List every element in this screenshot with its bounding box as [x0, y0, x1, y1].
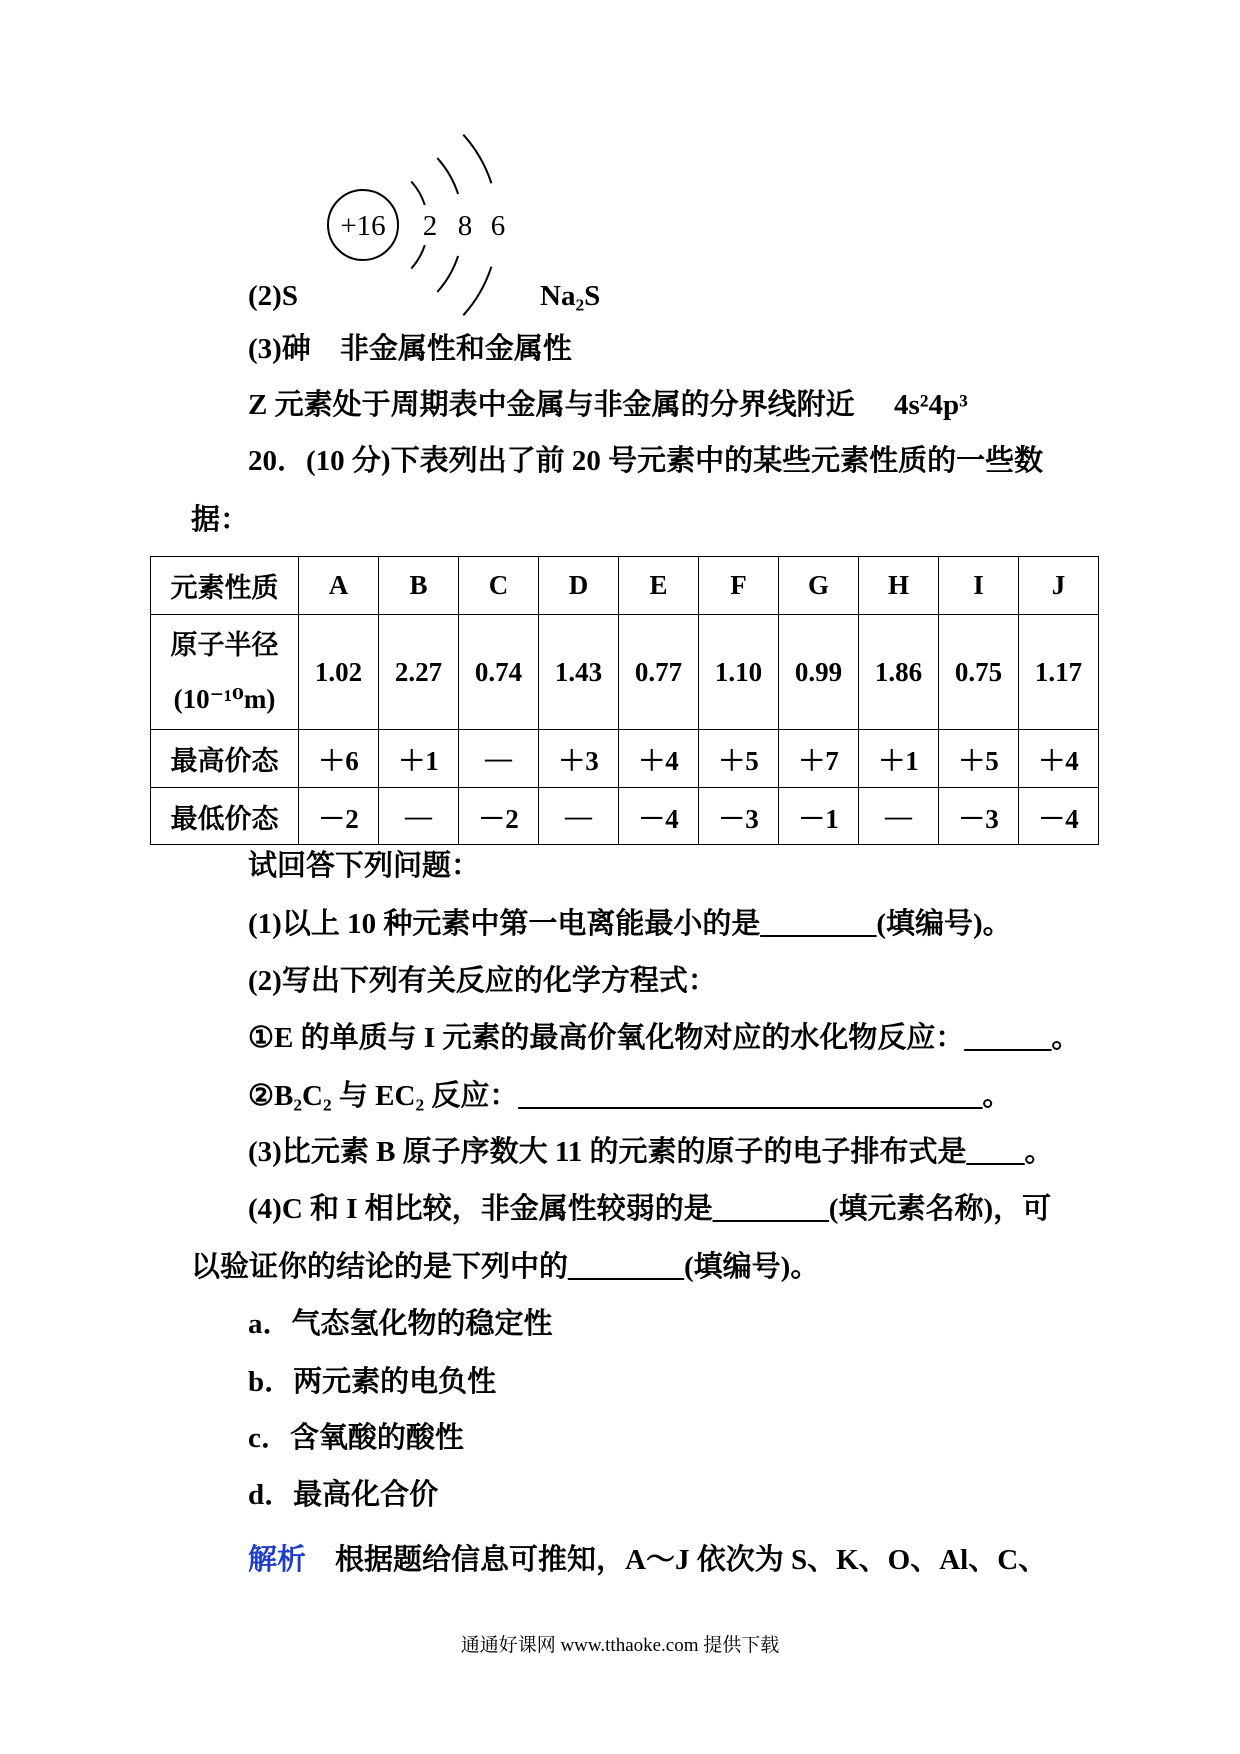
table-row-atomic-radius	[151, 615, 1099, 730]
table-cell: －2	[299, 788, 379, 845]
table-cell: 0.75	[939, 615, 1019, 730]
answer-2-label: (2)S	[248, 280, 298, 312]
question-20-part-2-1: ①E 的单质与 I 元素的最高价氧化物对应的水化物反应：______。	[248, 1022, 1081, 1054]
table-cell: —	[539, 788, 619, 845]
question-20-part-2-2: ②B₂C₂ 与 EC₂ 反应：________________________________。	[248, 1080, 1012, 1112]
table-cell: ＋4	[1019, 730, 1099, 788]
table-cell: 0.99	[779, 615, 859, 730]
table-cell: ＋1	[859, 730, 939, 788]
table-header-cell: D	[539, 557, 619, 615]
answer-z-electron-config: 4s²4p³	[894, 389, 968, 421]
question-20-part-1: (1)以上 10 种元素中第一电离能最小的是________(填编号)。	[248, 908, 1012, 940]
table-row-label: 最高价态	[151, 730, 299, 788]
question-20-intro-line-2: 据：	[191, 504, 250, 536]
table-cell: －3	[699, 788, 779, 845]
table-header-cell: C	[459, 557, 539, 615]
table-cell: －2	[459, 788, 539, 845]
table-header-cell: H	[859, 557, 939, 615]
question-20-part-3: (3)比元素 B 原子序数大 11 的元素的原子的电子排布式是____。	[248, 1136, 1054, 1168]
table-cell: 0.77	[619, 615, 699, 730]
option-d: d．最高化合价	[248, 1479, 439, 1511]
table-cell: ＋6	[299, 730, 379, 788]
table-header-cell: G	[779, 557, 859, 615]
option-c: c．含氧酸的酸性	[248, 1422, 464, 1454]
table-header-row	[151, 557, 1099, 615]
analysis-text: 根据题给信息可推知，A～J 依次为 S、K、O、Al、C、	[335, 1544, 1048, 1576]
table-cell: ＋1	[379, 730, 459, 788]
table-cell: 1.02	[299, 615, 379, 730]
table-row-label-line-1: 原子半径	[170, 630, 279, 660]
table-cell: －4	[619, 788, 699, 845]
answer-z-line: Z 元素处于周期表中金属与非金属的分界线附近	[248, 389, 855, 421]
table-cell: 1.10	[699, 615, 779, 730]
table-cell: ＋7	[779, 730, 859, 788]
table-cell: —	[379, 788, 459, 845]
table-cell: ＋4	[619, 730, 699, 788]
electron-shell-3-upper-arc	[463, 135, 491, 184]
option-b: b．两元素的电负性	[248, 1366, 497, 1398]
sulfur-atom-structure-diagram	[300, 110, 540, 330]
table-header-cell: E	[619, 557, 699, 615]
table-header-cell: I	[939, 557, 1019, 615]
table-cell: －3	[939, 788, 1019, 845]
answer-3-line: (3)砷 非金属性和金属性	[248, 333, 572, 365]
table-row-label-unit: (10⁻¹⁰m)	[173, 684, 276, 714]
table-row-label	[151, 615, 299, 730]
answer-2-compound: Na₂S	[540, 280, 601, 312]
table-header-cell: J	[1019, 557, 1099, 615]
option-a: a．气态氢化物的稳定性	[248, 1308, 553, 1340]
table-cell: 2.27	[379, 615, 459, 730]
electron-shell-3-count: 6	[490, 210, 506, 242]
electron-shell-1-upper-arc	[411, 182, 425, 205]
electron-shell-1-lower-arc	[411, 245, 425, 268]
electron-shell-2-lower-arc	[437, 256, 458, 292]
analysis-line	[248, 1542, 1047, 1578]
table-cell: 1.86	[859, 615, 939, 730]
table-cell: ＋5	[699, 730, 779, 788]
analysis-label: 解析	[248, 1544, 307, 1576]
table-row-label: 最低价态	[151, 788, 299, 845]
table-cell: 1.17	[1019, 615, 1099, 730]
question-20-prompt: 试回答下列问题：	[248, 850, 481, 882]
question-20-intro-line-1: 20．(10 分)下表列出了前 20 号元素中的某些元素性质的一些数	[248, 445, 1044, 477]
question-20-part-2: (2)写出下列有关反应的化学方程式：	[248, 965, 717, 997]
footer-source: 通通好课网 www.tthaoke.com 提供下载	[460, 1635, 780, 1656]
table-cell: ＋3	[539, 730, 619, 788]
question-20-part-4-line-1: (4)C 和 I 相比较，非金属性较弱的是________(填元素名称)，可	[248, 1193, 1052, 1225]
question-20-part-4-line-2: 以验证你的结论的是下列中的________(填编号)。	[191, 1251, 820, 1283]
electron-shell-3-lower-arc	[463, 267, 491, 316]
table-cell: －4	[1019, 788, 1099, 845]
table-header-cell: A	[299, 557, 379, 615]
table-header-cell: 元素性质	[151, 557, 299, 615]
table-row-lowest-valence	[151, 788, 1099, 845]
electron-shell-2-count: 8	[457, 210, 473, 242]
table-header-cell: B	[379, 557, 459, 615]
element-property-table	[150, 556, 1099, 845]
table-cell: 0.74	[459, 615, 539, 730]
table-header-cell: F	[699, 557, 779, 615]
table-cell: —	[459, 730, 539, 788]
table-cell: ＋5	[939, 730, 1019, 788]
table-row-highest-valence	[151, 730, 1099, 788]
electron-shell-2-upper-arc	[437, 158, 458, 194]
table-cell: －1	[779, 788, 859, 845]
table-cell: 1.43	[539, 615, 619, 730]
nucleus-charge: +16	[340, 210, 386, 242]
table-cell: —	[859, 788, 939, 845]
electron-shell-1-count: 2	[422, 210, 438, 242]
